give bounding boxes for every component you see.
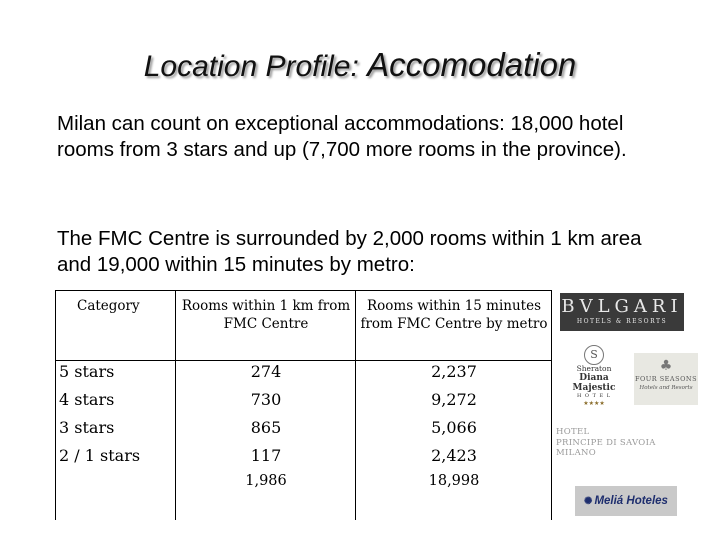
sheraton-stars: ★★★★ [583, 400, 605, 407]
principe-di-savoia-logo [556, 427, 666, 467]
title-part-2: Accomodation [367, 46, 577, 83]
four-seasons-logo [634, 353, 698, 405]
four-seasons-subtitle: Hotels and Resorts [639, 385, 693, 391]
bulgari-name: BVLGARI [561, 296, 683, 317]
sheraton-hotel-name: Diana Majestic [572, 373, 616, 393]
rooms-table [55, 290, 552, 501]
slide-title [0, 46, 720, 84]
sheraton-s-icon: S [584, 345, 604, 365]
bulgari-subtitle: HOTELS & RESORTS [576, 318, 668, 325]
row-rooms-1km: 117 [250, 445, 282, 465]
melia-name: Meliá Hoteles [594, 495, 668, 507]
total-label [55, 469, 176, 501]
table-divider-1 [175, 290, 176, 520]
title-part-1: Location Profile: [143, 50, 368, 83]
table-row [55, 413, 552, 441]
melia-logo [575, 486, 677, 516]
row-category: 2 / 1 stars [59, 445, 141, 465]
tree-icon: ♣ [659, 358, 673, 374]
fmc-paragraph: The FMC Centre is surrounded by 2,000 rooms within 1 km area and 19,000 within 15 minutes by metro: [57, 227, 642, 276]
row-rooms-1km: 865 [250, 417, 282, 437]
header-rooms-15min: Rooms within 15 minutes from FMC Centre by metro [360, 298, 548, 332]
principe-line-3: MILANO [556, 448, 597, 458]
sheraton-brand: Sheraton [576, 364, 612, 373]
four-seasons-name: FOUR SEASONS [634, 375, 698, 383]
bulgari-logo [560, 293, 684, 331]
table-border-right [551, 290, 552, 520]
table-row [55, 357, 552, 385]
row-rooms-15min: 2,237 [431, 361, 477, 381]
sheraton-logo [560, 345, 628, 413]
table-border-top [55, 290, 552, 291]
total-rooms-15min: 18,998 [428, 473, 480, 489]
header-rooms-1km: Rooms within 1 km from FMC Centre [181, 298, 351, 332]
row-category: 3 stars [59, 417, 115, 437]
row-category: 4 stars [59, 389, 115, 409]
row-category: 5 stars [59, 361, 115, 381]
table-header-divider [55, 360, 552, 361]
principe-line-2: PRINCIPE DI SAVOIA [556, 437, 656, 448]
row-rooms-15min: 2,423 [431, 445, 477, 465]
table-total-row [55, 469, 552, 501]
table-border-left [55, 290, 56, 520]
table-divider-2 [355, 290, 356, 520]
row-rooms-15min: 5,066 [431, 417, 477, 437]
table-header-row [55, 291, 552, 358]
table-row [55, 385, 552, 413]
sheraton-hotel-word: H O T E L [576, 393, 612, 399]
header-category: Category [77, 298, 140, 314]
table-row [55, 441, 552, 469]
intro-paragraph: Milan can count on exceptional accommodations: 18,000 hotel rooms from 3 stars and up (7,700 more rooms in the province). [57, 112, 627, 161]
row-rooms-15min: 9,272 [431, 389, 477, 409]
total-rooms-1km: 1,986 [245, 473, 287, 489]
principe-line-1: HOTEL [556, 427, 590, 437]
row-rooms-1km: 274 [250, 361, 282, 381]
row-rooms-1km: 730 [250, 389, 282, 409]
melia-sun-icon: ✺ [584, 496, 593, 507]
